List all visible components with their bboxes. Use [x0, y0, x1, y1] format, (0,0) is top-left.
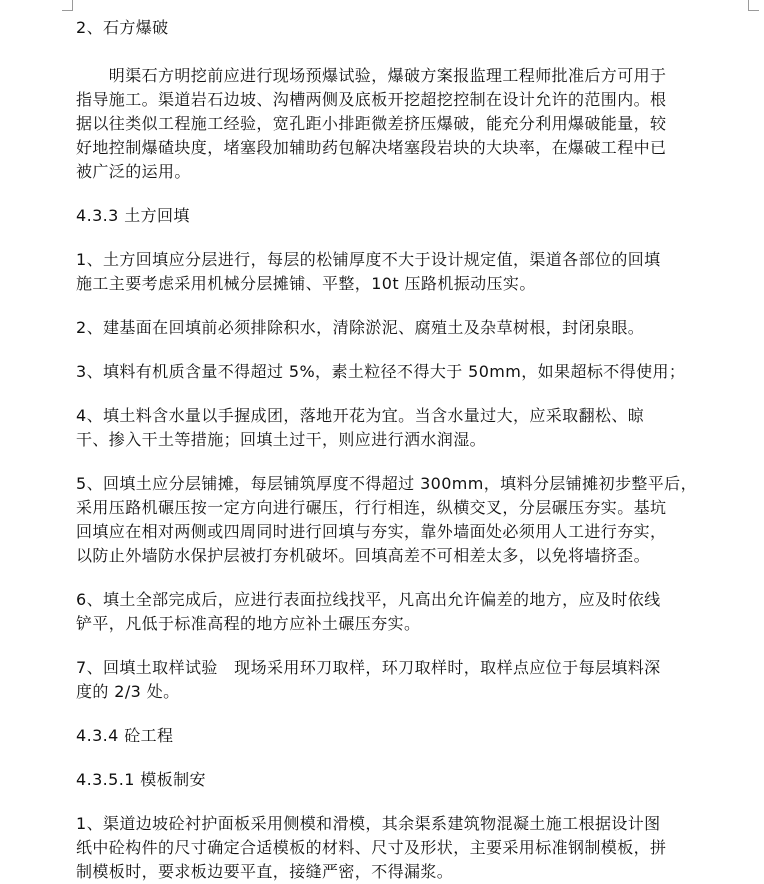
paragraph-blasting — [76, 64, 748, 184]
section-heading-4-3-5-1 — [76, 768, 748, 792]
text-line: 3、填料有机质含量不得超过 5%，素土粒径不得大于 50mm，如果超标不得使用； — [76, 362, 686, 381]
text-line: 纸中砼构件的尺寸确定合适模板的材料、尺寸及形状，主要采用标准钢制模板，拼 — [76, 838, 667, 857]
paragraph-fill-2 — [76, 316, 748, 340]
section-heading-blasting — [76, 16, 748, 40]
margin-corner-mark-right — [748, 0, 759, 11]
text-line: 采用压路机碾压按一定方向进行碾压，行行相连，纵横交叉，分层碾压夯实。基坑 — [76, 498, 667, 517]
text-line: 1、渠道边坡砼衬护面板采用侧模和滑模，其余渠系建筑物混凝土施工根据设计图 — [76, 814, 661, 833]
heading-text: 4.3.3 土方回填 — [76, 206, 190, 225]
text-line: 5、回填土应分层铺摊，每层铺筑厚度不得超过 300mm，填料分层铺摊初步整平后， — [76, 474, 697, 493]
paragraph-fill-6 — [76, 588, 748, 636]
text-line: 明渠石方明挖前应进行现场预爆试验，爆破方案报监理工程师批准后方可用于 — [76, 66, 667, 85]
section-heading-4-3-4 — [76, 724, 748, 748]
heading-text: 2、石方爆破 — [76, 18, 169, 37]
heading-text: 4.3.5.1 模板制安 — [76, 770, 206, 789]
document-body — [76, 16, 748, 884]
paragraph-fill-4 — [76, 404, 748, 452]
text-line: 以防止外墙防水保护层被打夯机破坏。回填高差不可相差太多，以免将墙挤歪。 — [76, 546, 651, 565]
text-line: 制模板时，要求板边要平直，接缝严密，不得漏浆。 — [76, 862, 454, 881]
text-line: 度的 2/3 处。 — [76, 682, 180, 701]
text-line: 铲平，凡低于标准高程的地方应补土碾压夯实。 — [76, 614, 421, 633]
text-line: 2、建基面在回填前必须排除积水，清除淤泥、腐殖土及杂草树根，封闭泉眼。 — [76, 318, 645, 337]
text-line: 施工主要考虑采用机械分层摊铺、平整，10t 压路机振动压实。 — [76, 274, 536, 293]
text-line: 1、土方回填应分层进行，每层的松铺厚度不大于设计规定值，渠道各部位的回填 — [76, 250, 661, 269]
text-line: 被广泛的运用。 — [76, 162, 191, 181]
text-line: 干、掺入干土等措施；回填土过干，则应进行洒水润湿。 — [76, 430, 487, 449]
paragraph-fill-3 — [76, 360, 748, 384]
paragraph-fill-1 — [76, 248, 748, 296]
text-line: 回填应在相对两侧或四周同时进行回填与夯实，靠外墙面处必须用人工进行夯实， — [76, 522, 667, 541]
text-line: 好地控制爆碴块度，堵塞段加辅助药包解决堵塞段岩块的大块率，在爆破工程中已 — [76, 138, 667, 157]
margin-corner-mark-left — [62, 0, 73, 11]
section-heading-4-3-3 — [76, 204, 748, 228]
heading-text: 4.3.4 砼工程 — [76, 726, 174, 745]
text-line: 指导施工。渠道岩石边坡、沟槽两侧及底板开挖超挖控制在设计允许的范围内。根 — [76, 90, 667, 109]
paragraph-fill-5 — [76, 472, 748, 568]
text-line: 据以往类似工程施工经验，宽孔距小排距微差挤压爆破，能充分利用爆破能量，较 — [76, 114, 667, 133]
paragraph-fill-7 — [76, 656, 748, 704]
text-line: 4、填土料含水量以手握成团，落地开花为宜。当含水量过大，应采取翻松、晾 — [76, 406, 645, 425]
text-line: 7、回填土取样试验 现场采用环刀取样，环刀取样时，取样点应位于每层填料深 — [76, 658, 661, 677]
text-line: 6、填土全部完成后，应进行表面拉线找平，凡高出允许偏差的地方，应及时依线 — [76, 590, 661, 609]
paragraph-formwork-1 — [76, 812, 748, 884]
